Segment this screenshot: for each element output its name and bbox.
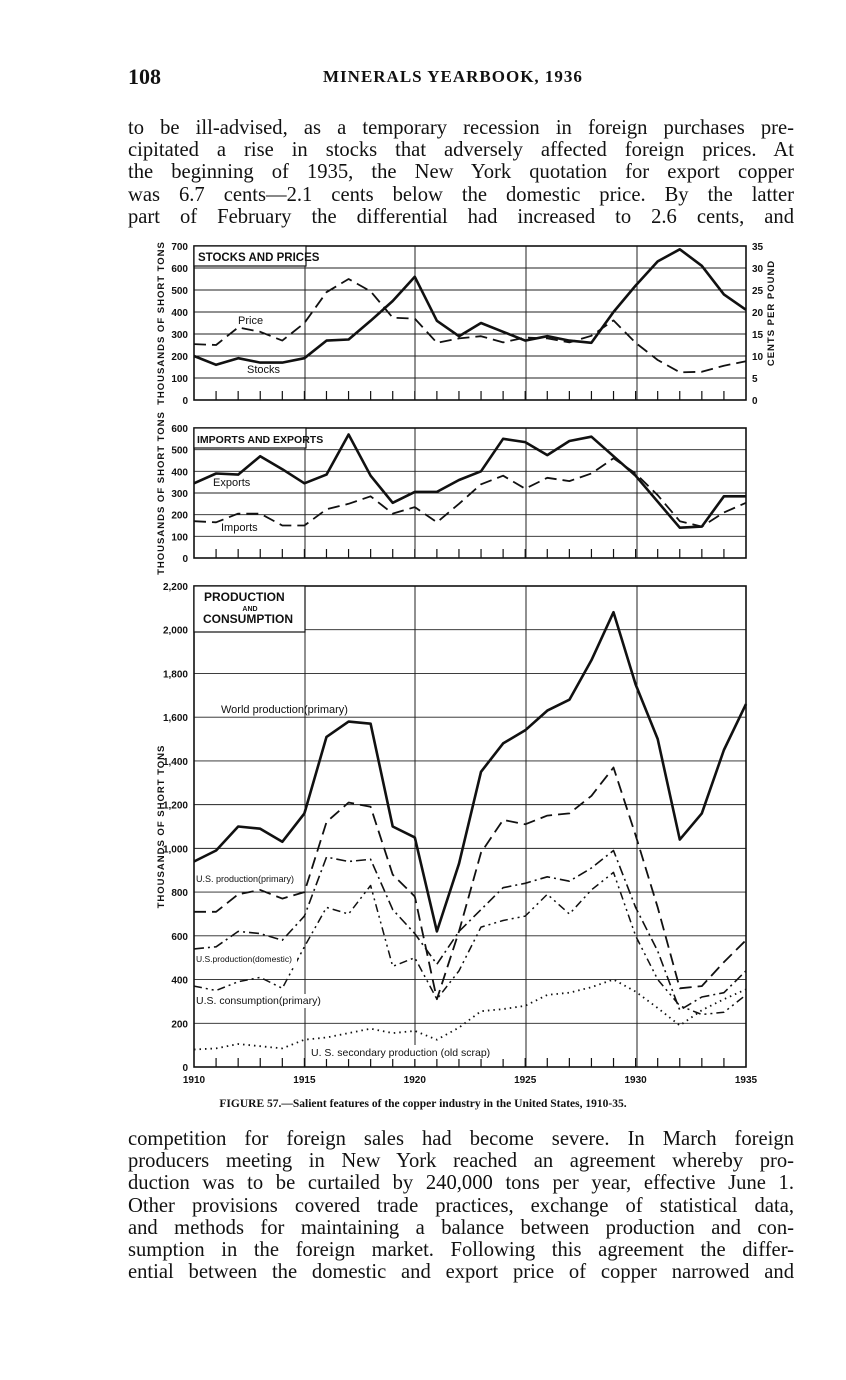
y-tick-label-right: 0 (752, 396, 758, 407)
y-tick-label: 400 (171, 975, 188, 987)
series-label: U.S. production(primary) (196, 874, 295, 884)
y-tick-label: 500 (171, 445, 188, 457)
y-tick-label: 500 (171, 286, 188, 297)
text-line: cipitated a rise in stocks that adversely affected foreign prices. At (128, 139, 794, 162)
y-tick-label-right: 20 (752, 308, 764, 319)
figure-caption: FIGURE 57.—Salient features of the copper industry in the United States, 1910-35. (219, 1098, 627, 1110)
series-line (194, 980, 746, 1050)
y-tick-label-right: 30 (752, 264, 764, 275)
y-tick-label-right: 35 (752, 242, 764, 253)
chart-title: PRODUCTION (204, 590, 285, 604)
y-tick-label: 0 (182, 1063, 188, 1074)
text-line: competition for foreign sales had become severe. In March foreign (128, 1128, 794, 1150)
series-label: World production(primary) (221, 704, 348, 716)
y-axis-title: THOUSANDS OF SHORT TONS (156, 241, 167, 405)
y-tick-label: 2,200 (162, 582, 188, 593)
paragraph-bottom (128, 1128, 794, 1283)
y-tick-label: 1,800 (162, 669, 188, 681)
y-tick-label: 400 (171, 308, 188, 319)
x-tick-label: 1925 (514, 1075, 537, 1086)
text-line: part of February the differential had increased to 2.6 cents, and (128, 205, 794, 228)
chart-title: STOCKS AND PRICES (198, 252, 320, 264)
y-tick-label: 600 (171, 931, 188, 943)
series-label: Stocks (247, 364, 281, 376)
chart-title: IMPORTS AND EXPORTS (197, 434, 324, 446)
x-tick-label: 1915 (293, 1075, 316, 1086)
y-axis-title: THOUSANDS OF SHORT TONS (156, 411, 167, 575)
text-line: duction was to be curtailed by 240,000 tons per year, effective June 1. (128, 1172, 794, 1195)
text-line: the beginning of 1935, the New York quotation for export copper (128, 161, 794, 184)
text-line: was 6.7 cents—2.1 cents below the domestic price. By the latter (128, 183, 794, 206)
y-tick-label: 100 (171, 374, 188, 385)
series-line (194, 249, 746, 364)
y-tick-label: 0 (182, 396, 188, 407)
y-tick-label: 300 (171, 489, 188, 500)
y-tick-label: 1,200 (162, 800, 188, 812)
page-number: 108 (128, 64, 161, 89)
y-tick-label-right: 15 (752, 330, 764, 341)
y-tick-label: 200 (171, 510, 188, 522)
plot-frame (194, 246, 746, 400)
y-tick-label: 400 (171, 467, 188, 479)
y-tick-label: 100 (171, 532, 188, 544)
series-label: Imports (221, 522, 258, 534)
running-head: MINERALS YEARBOOK, 1936 (323, 67, 583, 86)
text-line: and methods for maintaining a balance between production and con- (128, 1216, 794, 1239)
series-line (194, 458, 746, 526)
y-tick-label: 0 (182, 554, 188, 565)
x-tick-label: 1920 (403, 1075, 426, 1086)
y-tick-label: 300 (171, 330, 188, 341)
y-tick-label: 1,600 (162, 713, 188, 725)
series-label: Price (238, 315, 264, 327)
series-label: U.S. consumption(primary) (196, 995, 321, 1007)
series-label: U.S.production(domestic) (196, 954, 292, 964)
x-tick-label: 1930 (624, 1075, 647, 1086)
series-label: U. S. secondary production (old scrap) (311, 1047, 491, 1059)
y-tick-label: 700 (171, 242, 188, 253)
text-line: producers meeting in New York reached an agreement whereby pro- (128, 1150, 794, 1173)
series-label: Exports (213, 477, 251, 489)
y-tick-label: 200 (171, 1019, 188, 1031)
x-tick-label: 1910 (182, 1075, 206, 1086)
x-tick-label: 1935 (734, 1075, 758, 1086)
chart-title: AND (242, 606, 258, 613)
y-axis-title-right: CENTS PER POUND (766, 259, 777, 367)
text-line: sumption in the foreign market. Following this agreement the differ- (128, 1239, 794, 1262)
y-tick-label: 600 (171, 264, 188, 275)
y-tick-label: 800 (171, 888, 188, 900)
y-tick-label: 2,000 (162, 625, 188, 637)
series-line (194, 279, 746, 372)
y-tick-label-right: 25 (752, 286, 764, 297)
y-tick-label: 200 (171, 352, 188, 363)
y-tick-label: 600 (171, 424, 188, 435)
y-axis-title: THOUSANDS OF SHORT TONS (156, 744, 167, 909)
y-tick-label: 1,400 (162, 756, 188, 768)
text-line: ential between the domestic and export price of copper narrowed and (128, 1261, 794, 1284)
chart-title: CONSUMPTION (203, 612, 293, 626)
text-line: Other provisions covered trade practices, exchange of statistical data, (128, 1194, 794, 1217)
y-tick-label: 1,000 (162, 844, 188, 856)
y-tick-label-right: 10 (752, 352, 764, 363)
y-tick-label-right: 5 (752, 374, 758, 385)
text-line: to be ill-advised, as a temporary recession in foreign purchases pre- (128, 117, 794, 139)
